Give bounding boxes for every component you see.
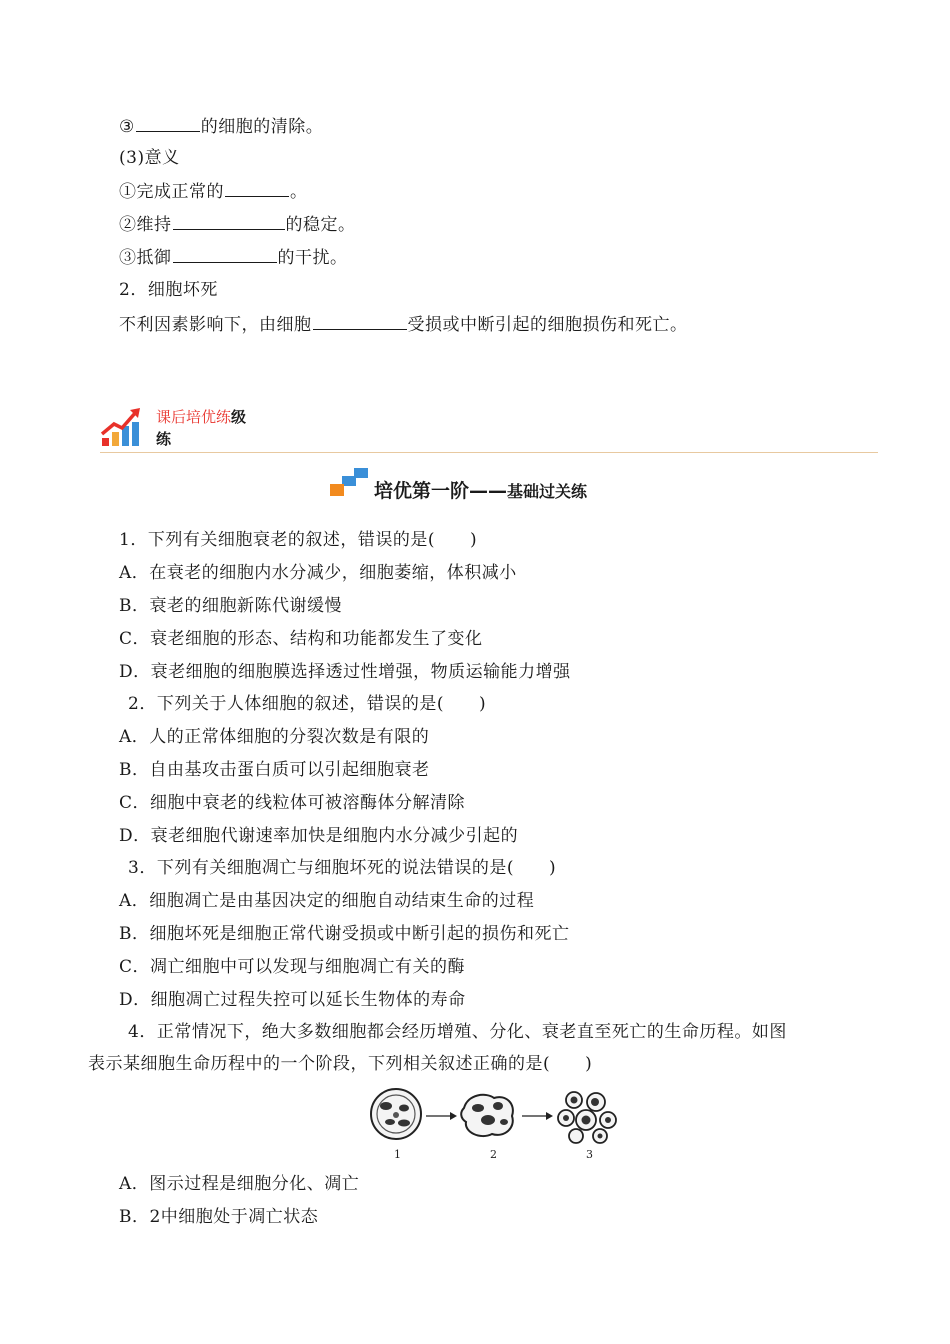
q1-option-b[interactable]: B．衰老的细胞新陈代谢缓慢 xyxy=(119,596,342,616)
question-1-stem: 1．下列有关细胞衰老的叙述，错误的是( ) xyxy=(119,530,478,550)
arrow-2 xyxy=(522,1112,553,1120)
q2-option-c[interactable]: C．细胞中衰老的线粒体可被溶酶体分解清除 xyxy=(119,793,466,813)
q3-option-a[interactable]: A．细胞凋亡是由基因决定的细胞自动结束生命的过程 xyxy=(119,891,535,911)
section-title-sub: 基础过关练 xyxy=(507,482,588,501)
cell-apoptosis-figure xyxy=(360,1086,622,1162)
question-4-stem-line-1: 4．正常情况下，绝大多数细胞都会经历增殖、分化、衰老直至死亡的生命历程。如图 xyxy=(128,1022,787,1042)
q3-option-d[interactable]: D．细胞凋亡过程失控可以延长生物体的寿命 xyxy=(119,990,466,1010)
m2-prefix: ②维持 xyxy=(119,215,172,235)
q1-option-c[interactable]: C．衰老细胞的形态、结构和功能都发生了变化 xyxy=(119,629,483,649)
m3-suffix: 的干扰。 xyxy=(277,248,348,268)
necrosis-heading: 2．细胞坏死 xyxy=(119,280,218,300)
necrosis-suffix: 受损或中断引起的细胞损伤和死亡。 xyxy=(407,315,688,335)
q3-option-b[interactable]: B．细胞坏死是细胞正常代谢受损或中断引起的损伤和死亡 xyxy=(119,924,570,944)
figure-label-3: 3 xyxy=(586,1148,593,1161)
header-dark-text: 级 xyxy=(231,408,247,426)
q1-option-a[interactable]: A．在衰老的细胞内水分减少，细胞萎缩，体积减小 xyxy=(119,563,517,583)
q1-option-d[interactable]: D．衰老细胞的细胞膜选择透过性增强，物质运输能力增强 xyxy=(119,662,571,682)
q2-option-d[interactable]: D．衰老细胞代谢速率加快是细胞内水分减少引起的 xyxy=(119,826,519,846)
item3-line xyxy=(119,114,323,139)
cell-stage-1 xyxy=(371,1089,421,1139)
q3-option-c[interactable]: C．凋亡细胞中可以发现与细胞凋亡有关的酶 xyxy=(119,957,466,977)
meaning-item-1 xyxy=(119,179,308,204)
figure-label-1: 1 xyxy=(394,1148,401,1161)
q2-option-b[interactable]: B．自由基攻击蛋白质可以引起细胞衰老 xyxy=(119,760,430,780)
item3-suffix: 的细胞的清除。 xyxy=(200,117,324,137)
m3-prefix: ③抵御 xyxy=(119,248,172,268)
header-red-text: 课后培优练 xyxy=(156,408,232,426)
meaning-item-2 xyxy=(119,212,356,237)
blank-field[interactable] xyxy=(173,212,285,230)
growth-chart-icon xyxy=(100,404,144,448)
header-title xyxy=(156,406,246,450)
figure-label-2: 2 xyxy=(490,1148,497,1161)
section-title-main: 培优第一阶—— xyxy=(374,480,508,502)
question-2-stem: 2．下列关于人体细胞的叙述，错误的是( ) xyxy=(128,694,487,714)
m1-prefix: ①完成正常的 xyxy=(119,182,224,202)
header-second-line: 练 xyxy=(156,430,172,448)
blank-field[interactable] xyxy=(173,245,277,263)
q2-option-a[interactable]: A．人的正常体细胞的分裂次数是有限的 xyxy=(119,727,430,747)
necrosis-line xyxy=(119,312,688,337)
meaning-item-3 xyxy=(119,245,348,270)
item3-prefix: ③ xyxy=(119,117,135,137)
arrow-1 xyxy=(426,1112,457,1120)
m2-suffix: 的稳定。 xyxy=(285,215,356,235)
question-4-stem-line-2: 表示某细胞生命历程中的一个阶段，下列相关叙述正确的是( ) xyxy=(88,1054,593,1074)
steps-icon xyxy=(330,466,370,500)
blank-field[interactable] xyxy=(313,312,407,330)
cell-stage-2 xyxy=(461,1095,513,1136)
blank-field[interactable] xyxy=(136,114,200,132)
practice-header xyxy=(100,404,878,453)
q4-option-a[interactable]: A．图示过程是细胞分化、凋亡 xyxy=(119,1174,360,1194)
blank-field[interactable] xyxy=(225,179,289,197)
cell-stage-3 xyxy=(558,1092,616,1143)
necrosis-prefix: 不利因素影响下，由细胞 xyxy=(119,315,312,335)
question-3-stem: 3．下列有关细胞凋亡与细胞坏死的说法错误的是( ) xyxy=(128,858,557,878)
section-title xyxy=(330,466,650,502)
q4-option-b[interactable]: B．2中细胞处于凋亡状态 xyxy=(119,1207,319,1227)
m1-suffix: 。 xyxy=(290,182,308,202)
meaning-heading: (3)意义 xyxy=(119,148,180,168)
